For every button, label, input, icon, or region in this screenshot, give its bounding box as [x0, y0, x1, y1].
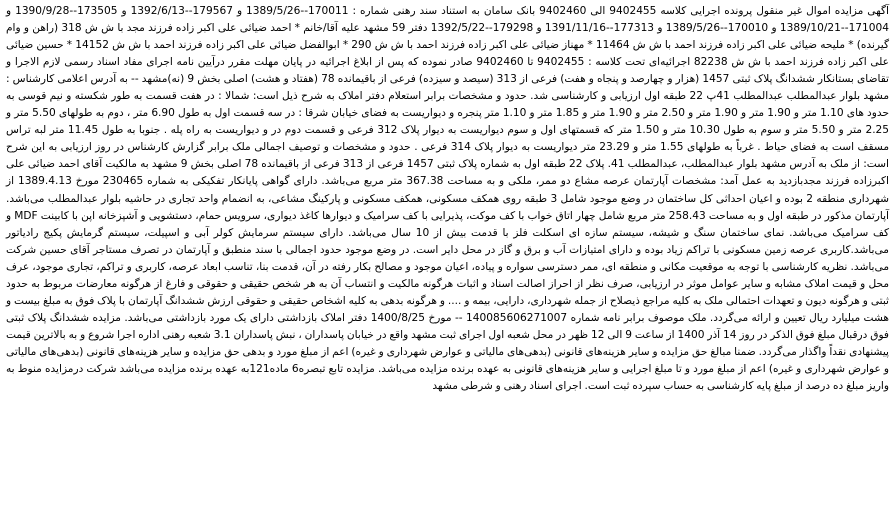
auction-notice-text: آگهی مزایده اموال غیر منقول پرونده اجرایی کلاسه 9402455 الی 9402460 بانک سامان به استناد سند رهنی شماره : 170011--1389/5/26 و 179567--1392/6/13 و 173505--1390/9/28 و 171004--1389/10/21 و 170010--1389/5/26 و 177313--1391/11/16 و 179298--1392/5/22 دفتر 59 مشهد علیه آقا/خانم * احمد ضیائی علی اکبر زاده فرزند مجد با ش ش 318 (راهن و وام گیرنده) * ملیحه ضیائی علی اکبر زاده فرزند احمد با ش ش 11464 * مهناز ضیائی علی اکبر زاده فرزند احمد با ش ش 290 * ابوالفضل ضیائی علی اکبر زاده فرزند احمد با ش ش 14152 * حسین ضیائی علی اکبر زاده فرزند احمد با ش ش 82238 اجرائیه‌ای تحت کلاسه : 9402455 تا 9402460 صادر نموده که پس از ابلاغ اجرائیه در پایان مهلت مقرر درآیین نامه اجرای مفاد اسناد رسمی لازم الاجرا و تقاضای بستانکار ششدانگ پلاک ثبتی 1457 (هزار و چهارصد و پنجاه و هفت) فرعی از 313 (سیصد و سیزده) فرعی از باقیمانده 78 (هفتاد و هشت) اصلی بخش 9 (نه)مشهد -- به آدرس اعلامی کارشناس : مشهد بلوار عبدالمطلب عبدالمطلب 41پ 22 طبقه اول ارزیابی و کارشناسی شد. حدود و مشخصات برابر استعلام دفتر املاک به شرح ذیل است: شمالا : در هفت قسمت به طور شکسته و نیم قوسی به حدود های 1.10 متر و 1.90 متر و 1.90 متر و 2.50 متر و 1.90 متر و 1.85 متر و 1.10 متر پنجره و دیواریست به فضای خیابان شرقا : در سه قسمت اول به طول 6.90 متر ، دوم به طولهای 5.50 متر و 2.25 متر و 5.50 متر و سوم به طول 10.30 متر و 1.50 متر که قسمتهای اول و سوم دیواریست به دیوار پلاک 312 فرعی و قسمت دوم در و دیواریست به راه پله . جنوبا به طول 11.45 متر لبه تراس مسقف است به فضای حیاط . غرباً به طولهای 1.55 متر و 23.29 متر دیواریست به دیوار پلاک 314 فرعی . حدود و مشخصات و توصیف اجمالی ملک برابر گزارش کارشناس در روز ارزیابی به این شرح است: از ملک به آدرس مشهد بلوار عبدالمطلب، عبدالمطلب 41. پلاک 22 طبقه اول به شماره پلاک ثبتی 1457 فرعی از 313 فرعی از باقیمانده 78 اصلی بخش 9 مشهد به مالکیت آقای احمد ضیائی علی اکبرزاده فرزند مجدبازدید به عمل آمد: مشخصات آپارتمان عرصه مشاع دو ممر، ملکی و به مساحت 367.38 متر مربع می‌باشد. دارای گواهی پایانکار تفکیکی به شماره 230465 مورخ 1389.4.13 از شهرداری منطقه 2 بوده و اعیان احداثی کل ساختمان در وضع موجود شامل 3 طبقه روی همکف مسکونی، همکف مسکونی و پارکینگ مشاعی، به انضمام واحد تجاری در حاشیه بلوار عبدالمطلب می‌باشد. آپارتمان مذکور در طبقه اول و به مساحت 258.43 متر مربع شامل چهار اتاق خواب با کف موکت، پذیرایی با کف سرامیک و دیوارها کاغذ دیواری، سرویس حمام، دستشویی و آشپزخانه اپن با کابینت MDF و کف سرامیک می‌باشد. نمای ساختمان سنگ و شیشه، سیستم سازه ای اسکلت فلز با قدمت بیش از 10 سال می‌باشد. دارای سیستم سرمایش کولر آبی و اسپیلت، سیستم گرمایش پکیج رادیاتور می‌باشد.کاربری عرصه زمین مسکونی با تراکم زیاد بوده و دارای امتیازات آب و برق و گاز در محل دایر است. در وضع موجود حدود اجمالی با سند منطبق و آپارتمان در تصرف مستاجر آقای حسین شرکت می‌باشد. نظریه کارشناسی با توجه به موقعیت مکانی و منطقه ای، ممر دسترسی سواره و پیاده، اعیان موجود و مصالح بکار رفته در آن، قدمت بنا، تناسب ابعاد عرصه، کاربری و تراکم، تجاری موجود، عرف محل و قیمت املاک مشابه و سایر عوامل موثر در ارزیابی، صرف نظر از احراز اصالت اسناد و اثبات هرگونه مالکیت و انتساب آن به هر شخص حقیقی و حقوقی و فارغ از هرگونه معارضات مربوط به حدود ثبتی و هرگونه دیون و تعهدات احتمالی ملک به کلیه مراجع ذیصلاح از جمله شهرداری، دارایی، بیمه و .... و هرگونه بدهی به کلیه اشخاص حقیقی و حقوقی ارزش ششدانگ آپارتمان با پلاک فوق به مبلغ بیست و هشت میلیارد ریال تعیین و ارائه می‌گردد. ملک موصوف برابر نامه شماره 140085606271007 -- مورخ 1400/8/25 دفتر املاک بازداشتی دارای یک مورد بازداشتی می‌باشد. مزایده ششدانگ پلاک ثبتی فوق درقبال مبلغ فوق الذکر در روز 14 آذر 1400 از ساعت 9 الی 12 ظهر در محل شعبه اول اجرای ثبت مشهد واقع در خیابان پاسداران ، نبش پاسداران 3.1 شعبه رهنی اداره اجرا شروع و به بالاترین قیمت پیشنهادی نقداً واگذار می‌گردد. ضمنا مبالغ حق مزایده و سایر هزینه‌های قانونی (بدهی‌های مالیاتی و عوارض شهرداری و غیره) اعم از مبلغ مورد و بدهی حق مزایده و سایر هزینه‌های قانونی (بدهی‌های مالیاتی و عوارض شهرداری و غیره) اعم از مبلغ مورد و تا مبلغ اجرایی و سایر هزینه‌های قانونی به عهده برنده مزایده می‌باشد. مزایده تابع تبصره6 ماده121به عهده برنده مزایده می‌باشد شرکت درمزایده منوط به واریز مبلغ ده درصد از مبلغ پایه کارشناسی به حساب سپرده ثبت است. اجرای اسناد رهنی و شرطی مشهد — [6, 5, 890, 393]
